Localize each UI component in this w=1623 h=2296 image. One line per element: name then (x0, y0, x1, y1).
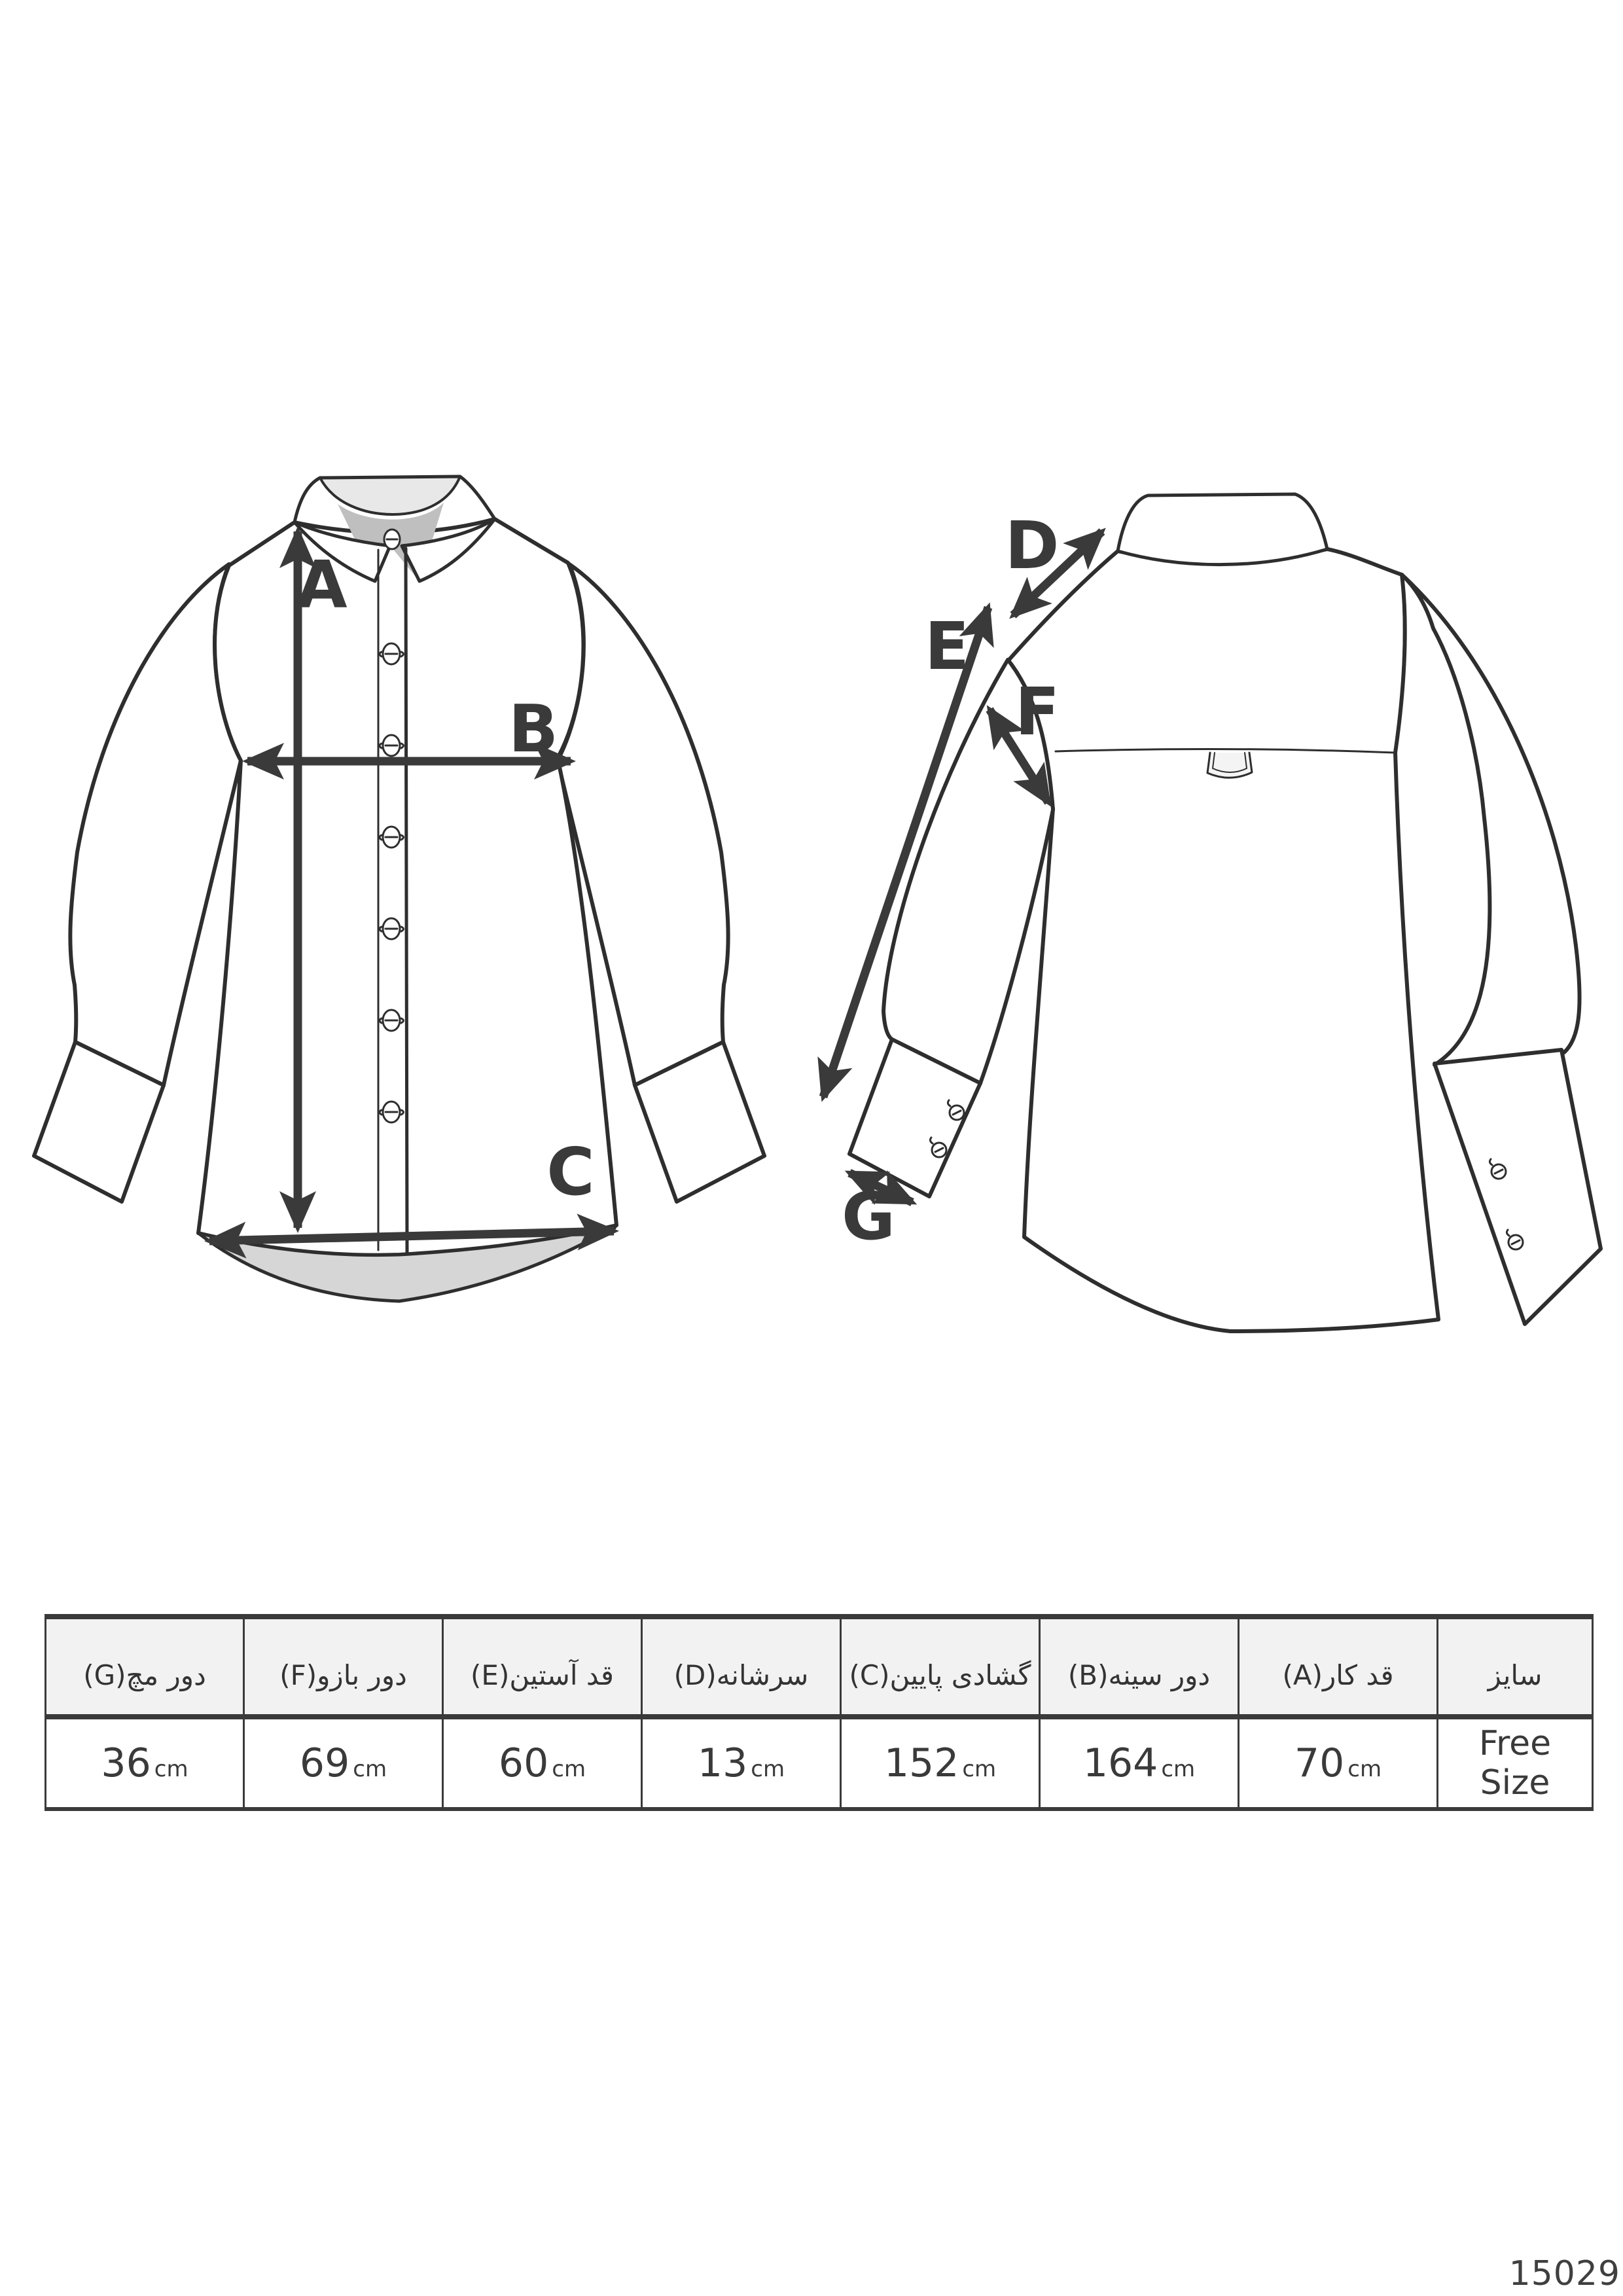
col-value-e (443, 1717, 642, 1809)
label-a: A (296, 547, 348, 623)
col-value-c (841, 1717, 1040, 1809)
label-g: G (841, 1178, 896, 1255)
back-right-sleeve (1402, 575, 1580, 1065)
unit-c: cm (962, 1756, 997, 1782)
col-header-f: دور بازو(F) (244, 1617, 443, 1717)
measure-value-a: 70 (1294, 1740, 1345, 1786)
col-value-f (244, 1717, 443, 1809)
size-value: Free Size (1478, 1724, 1552, 1803)
label-d: D (1005, 507, 1060, 584)
col-header-d: سرشانه(D) (642, 1617, 841, 1717)
back-collar (1118, 494, 1327, 565)
unit-g: cm (154, 1756, 188, 1782)
size-table-value-row (46, 1717, 1593, 1809)
col-value-a (1239, 1717, 1438, 1809)
back-body (1008, 549, 1438, 1331)
col-header-g: دور مچ(G) (46, 1617, 244, 1717)
col-header-c: گشادی پایین(C) (841, 1617, 1040, 1717)
col-header-e: قد آستین(E) (443, 1617, 642, 1717)
col-value-d (642, 1717, 841, 1809)
size-table-header-row (46, 1617, 1593, 1717)
size-table-section (45, 1614, 1589, 1811)
col-header-size: سایز (1438, 1617, 1593, 1717)
placket-right-line (406, 548, 407, 1253)
col-value-size (1438, 1717, 1593, 1809)
col-header-b: دور سینه(B) (1040, 1617, 1239, 1717)
unit-b: cm (1161, 1756, 1196, 1782)
measure-value-b: 164 (1082, 1740, 1158, 1786)
col-header-a: قد کار(A) (1239, 1617, 1438, 1717)
measure-value-e: 60 (498, 1740, 549, 1786)
unit-a: cm (1347, 1756, 1382, 1782)
measure-value-f: 69 (299, 1740, 350, 1786)
unit-d: cm (751, 1756, 785, 1782)
front-shirt-drawing (34, 476, 764, 1301)
size-table (45, 1614, 1594, 1811)
measure-value-c: 152 (883, 1740, 959, 1786)
measure-value-g: 36 (101, 1740, 151, 1786)
unit-e: cm (552, 1756, 586, 1782)
unit-f: cm (353, 1756, 387, 1782)
label-c: C (546, 1134, 595, 1210)
back-right-cuff (1435, 1050, 1601, 1324)
product-code: 15029 (1508, 2254, 1620, 2293)
label-f: F (1014, 673, 1060, 750)
col-value-b (1040, 1717, 1239, 1809)
label-e: E (924, 608, 970, 685)
measure-value-d: 13 (697, 1740, 748, 1786)
label-b: B (508, 691, 559, 767)
col-value-g (46, 1717, 244, 1809)
